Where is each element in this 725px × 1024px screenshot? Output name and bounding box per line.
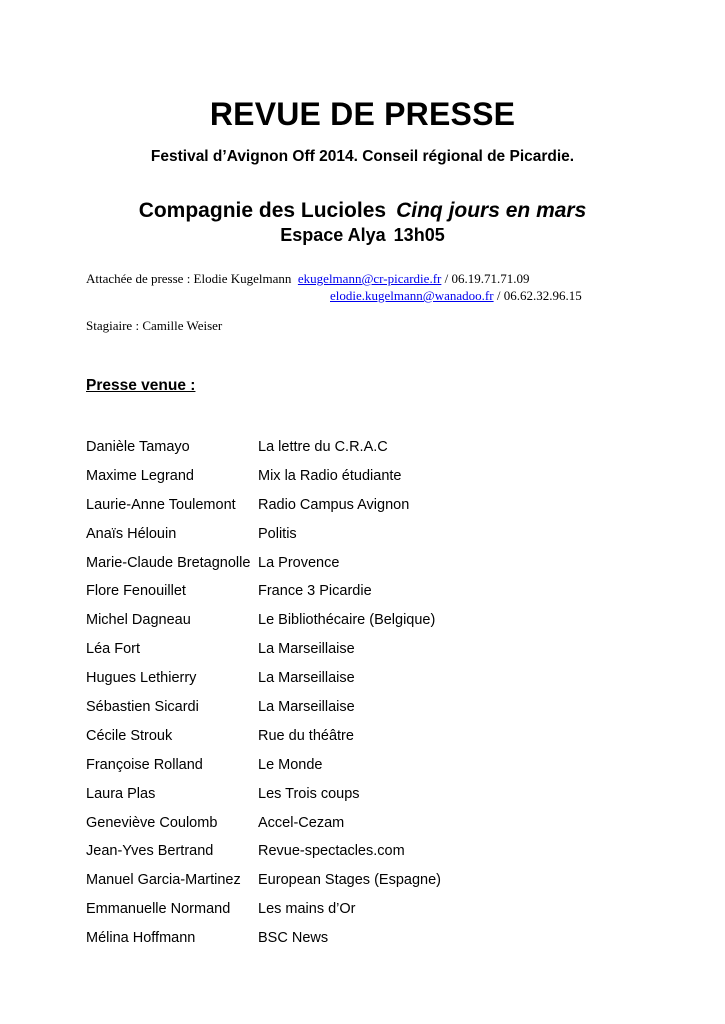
phone-2: / 06.62.32.96.15 bbox=[493, 288, 582, 303]
company-line bbox=[0, 199, 725, 223]
email-link-1[interactable]: ekugelmann@cr-picardie.fr bbox=[297, 271, 442, 286]
media-outlet: BSC News bbox=[258, 930, 329, 947]
journalist-name: Maxime Legrand bbox=[86, 467, 194, 484]
journalist-name: Mélina Hoffmann bbox=[86, 930, 196, 947]
journalist-name: Danièle Tamayo bbox=[86, 439, 190, 455]
media-outlet: France 3 Picardie bbox=[258, 583, 372, 600]
company-name: Compagnie des Lucioles bbox=[138, 199, 387, 222]
venue-name: Espace Alya bbox=[280, 225, 386, 245]
media-outlet: La Provence bbox=[258, 554, 340, 571]
media-outlet: Mix la Radio étudiante bbox=[258, 467, 402, 484]
media-outlet: European Stages (Espagne) bbox=[258, 872, 441, 889]
show-title: Cinq jours en mars bbox=[396, 199, 587, 222]
journalist-name: Jean-Yves Bertrand bbox=[86, 843, 214, 860]
media-outlet: Accel-Cezam bbox=[258, 814, 345, 831]
media-outlet: La lettre du C.R.A.C bbox=[258, 439, 388, 455]
journalist-name: Laurie-Anne Toulemont bbox=[86, 496, 236, 513]
phone-1: / 06.19.71.71.09 bbox=[441, 271, 530, 286]
press-attache-label: Attachée de presse : Elodie Kugelmann bbox=[86, 271, 292, 286]
media-outlet: Les Trois coups bbox=[258, 785, 360, 802]
intern-line: Stagiaire : Camille Weiser bbox=[86, 318, 223, 333]
journalist-name: Françoise Rolland bbox=[86, 756, 203, 773]
media-outlet: La Marseillaise bbox=[258, 699, 355, 716]
journalist-name: Michel Dagneau bbox=[86, 612, 191, 629]
press-attache-line-2 bbox=[330, 288, 582, 304]
media-outlet: Politis bbox=[258, 525, 297, 542]
press-attache-line bbox=[86, 271, 529, 287]
show-time: 13h05 bbox=[393, 225, 445, 245]
journalist-name: Hugues Lethierry bbox=[86, 670, 197, 687]
page-subtitle: Festival d’Avignon Off 2014. Conseil régional de Picardie. bbox=[150, 148, 575, 165]
journalist-name: Laura Plas bbox=[86, 785, 156, 802]
journalist-name: Cécile Strouk bbox=[86, 727, 173, 744]
media-outlet: Les mains d’Or bbox=[258, 901, 356, 918]
media-outlet: La Marseillaise bbox=[258, 641, 355, 658]
journalist-name: Léa Fort bbox=[86, 641, 140, 658]
media-outlet: Rue du théâtre bbox=[258, 727, 354, 744]
journalist-name: Emmanuelle Normand bbox=[86, 901, 231, 918]
page-title: REVUE DE PRESSE bbox=[209, 96, 516, 132]
media-outlet: Le Monde bbox=[258, 756, 323, 773]
media-outlet: Revue-spectacles.com bbox=[258, 843, 405, 860]
media-outlet: La Marseillaise bbox=[258, 670, 355, 687]
journalist-name: Anaïs Hélouin bbox=[86, 525, 177, 542]
journalist-name: Sébastien Sicardi bbox=[86, 699, 199, 716]
media-outlet: Radio Campus Avignon bbox=[258, 496, 410, 513]
journalist-name: Manuel Garcia-Martinez bbox=[86, 872, 241, 889]
media-outlet: Le Bibliothécaire (Belgique) bbox=[258, 612, 436, 629]
email-link-2[interactable]: elodie.kugelmann@wanadoo.fr bbox=[330, 288, 494, 303]
journalist-name: Flore Fenouillet bbox=[86, 583, 186, 600]
journalist-name: Geneviève Coulomb bbox=[86, 814, 218, 831]
journalist-name: Marie-Claude Bretagnolle bbox=[86, 554, 251, 571]
venue-line bbox=[0, 225, 725, 246]
press-heading: Presse venue : bbox=[86, 377, 196, 394]
